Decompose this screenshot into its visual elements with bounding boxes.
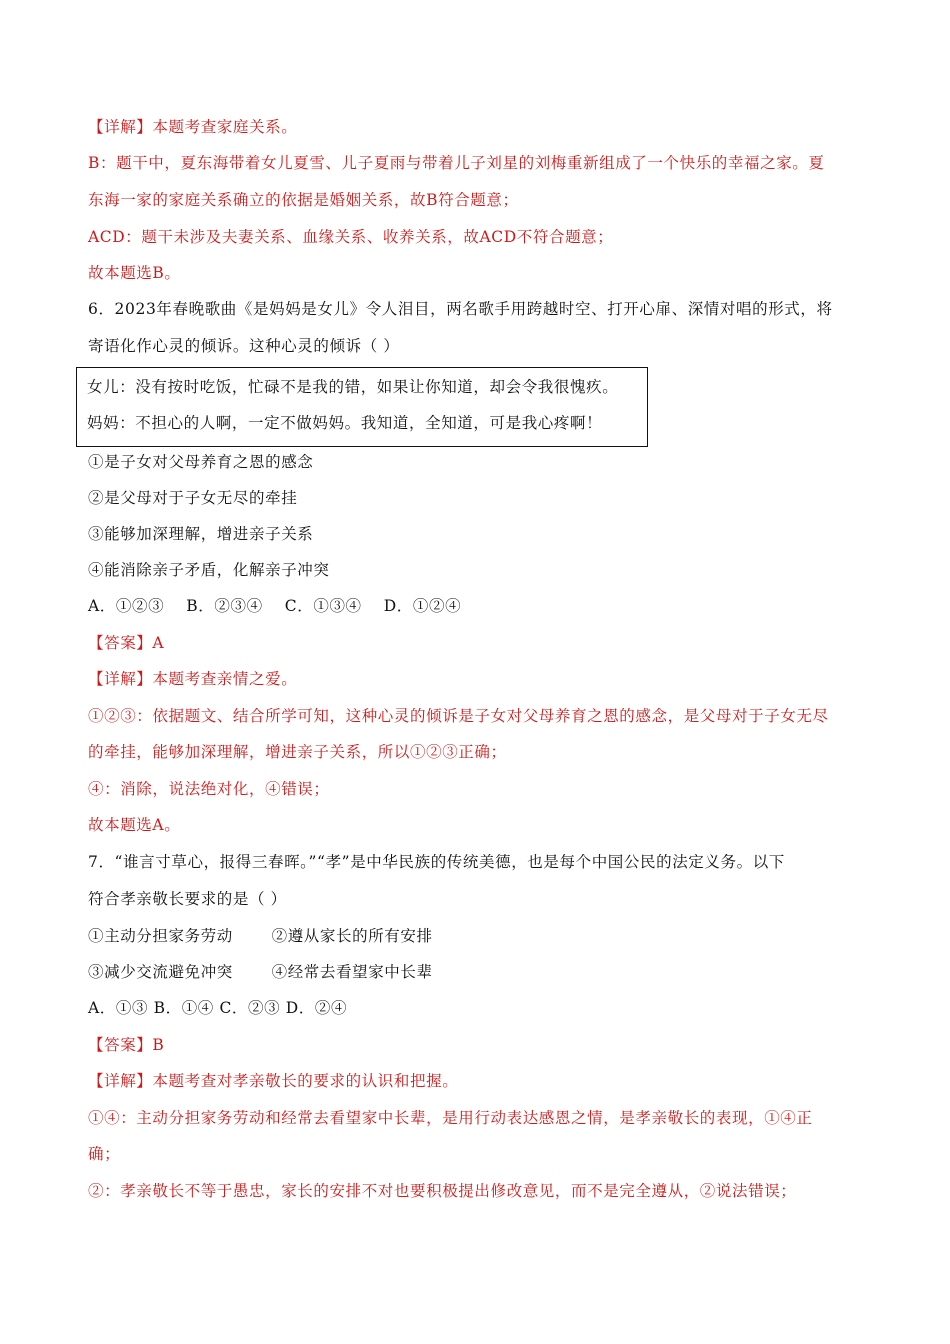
q7-answer: 【答案】B <box>88 1036 165 1054</box>
q6-option1: ①是子女对父母养育之恩的感念 <box>88 453 314 471</box>
q6-analysis-line3: ④：消除，说法绝对化，④错误； <box>88 780 330 798</box>
q7-analysis-line1: ①④：主动分担家务劳动和经常去看望家中长辈，是用行动表达感恩之情，是孝亲敬长的表现，①④正 <box>88 1109 813 1127</box>
q7-detail: 【详解】本题考查对孝亲敬长的要求的认识和把握。 <box>88 1072 459 1090</box>
q6-conclusion: 故本题选A。 <box>88 816 181 834</box>
q6-quote-mother: 妈妈：不担心的人啊，一定不做妈妈。我知道，全知道，可是我心疼啊！ <box>87 414 603 432</box>
q6-stem-line1: 6．2023年春晚歌曲《是妈妈是女儿》令人泪目，两名歌手用跨越时空、打开心扉、深情对唱的形式，将 <box>88 300 833 318</box>
q6-analysis-line1: ①②③：依据题文、结合所学可知，这种心灵的倾诉是子女对父母养育之恩的感念，是父母对于子女无尽 <box>88 707 829 725</box>
q7-choices: A．①③ B．①④ C．②③ D．②④ <box>88 999 348 1017</box>
q6-option4: ④能消除亲子矛盾，化解亲子冲突 <box>88 561 330 579</box>
q6-option2: ②是父母对于子女无尽的牵挂 <box>88 489 298 507</box>
q6-detail: 【详解】本题考查亲情之爱。 <box>88 670 298 688</box>
q5-analysis-line2: 东海一家的家庭关系确立的依据是婚姻关系，故B符合题意； <box>88 191 519 209</box>
q7-analysis-line3: ②：孝亲敬长不等于愚忠，家长的安排不对也要积极提出修改意见，而不是完全遵从，②说法错误； <box>88 1182 797 1200</box>
q6-option3: ③能够加深理解，增进亲子关系 <box>88 525 314 543</box>
q5-detail: 【详解】本题考查家庭关系。 <box>88 118 298 136</box>
q6-quote-daughter: 女儿：没有按时吃饭，忙碌不是我的错，如果让你知道，却会令我很愧疚。 <box>87 378 619 396</box>
q5-conclusion: 故本题选B。 <box>88 264 181 282</box>
q6-analysis-line2: 的牵挂，能够加深理解，增进亲子关系，所以①②③正确； <box>88 743 507 761</box>
q7-options-line2: ③减少交流避免冲突 ④经常去看望家中长辈 <box>88 963 433 981</box>
q6-stem-line2: 寄语化作心灵的倾诉。这种心灵的倾诉（ ） <box>88 337 400 355</box>
q7-analysis-line2: 确； <box>88 1145 121 1163</box>
q6-answer: 【答案】A <box>88 634 165 652</box>
q7-stem-line1: 7．“谁言寸草心，报得三春晖。”“孝”是中华民族的传统美德，也是每个中国公民的法定义务。以下 <box>88 853 785 871</box>
q6-choices: A．①②③ B．②③④ C．①③④ D．①②④ <box>88 597 462 615</box>
q5-analysis-line1: B：题干中，夏东海带着女儿夏雪、儿子夏雨与带着儿子刘星的刘梅重新组成了一个快乐的幸福之家。夏 <box>88 154 825 172</box>
q7-stem-line2: 符合孝亲敬长要求的是（ ） <box>88 890 287 908</box>
q6-quote-box <box>76 367 648 447</box>
q5-analysis-line3: ACD：题干未涉及夫妻关系、血缘关系、收养关系，故ACD不符合题意； <box>88 228 614 246</box>
q7-options-line1: ①主动分担家务劳动 ②遵从家长的所有安排 <box>88 927 433 945</box>
